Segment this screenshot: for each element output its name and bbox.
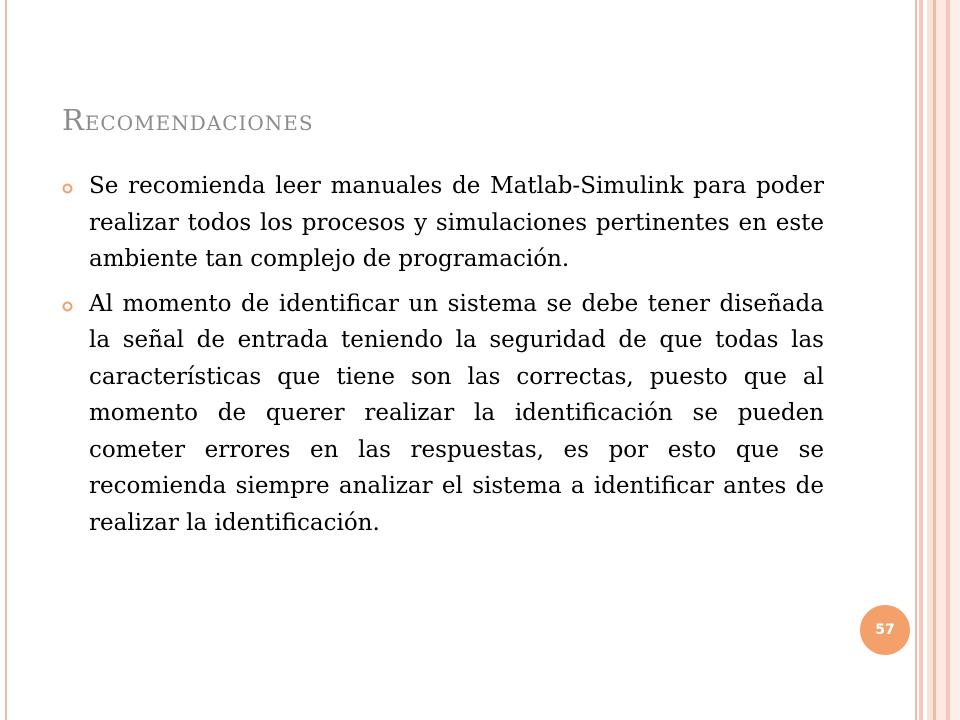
page-number-badge: 57 [860,605,910,655]
decorative-stripe [919,0,923,720]
bullet-list [62,168,824,549]
slide-title: Recomendaciones [62,103,314,137]
bullet-text: Se recomienda leer manuales de Matlab-Simulink para poder realizar todos los procesos y simulaciones pertinentes en este ambiente tan complejo de programación. [89,173,824,272]
circle-bullet-icon [62,301,73,312]
bullet-item [62,168,824,278]
circle-bullet-icon [62,183,73,194]
decorative-stripe [950,0,960,720]
bullet-item [62,286,824,542]
decorative-stripe [936,0,946,720]
bullet-text: Al momento de identificar un sistema se debe tener diseñada la señal de entrada teniendo la seguridad de que todas las características que tiene son las correctas, puesto que al momento de querer realizar la identificación se pueden cometer errores en las respuestas, es por esto que se recomienda siempre analizar el sistema a identificar antes de realizar la identificación. [89,290,824,536]
